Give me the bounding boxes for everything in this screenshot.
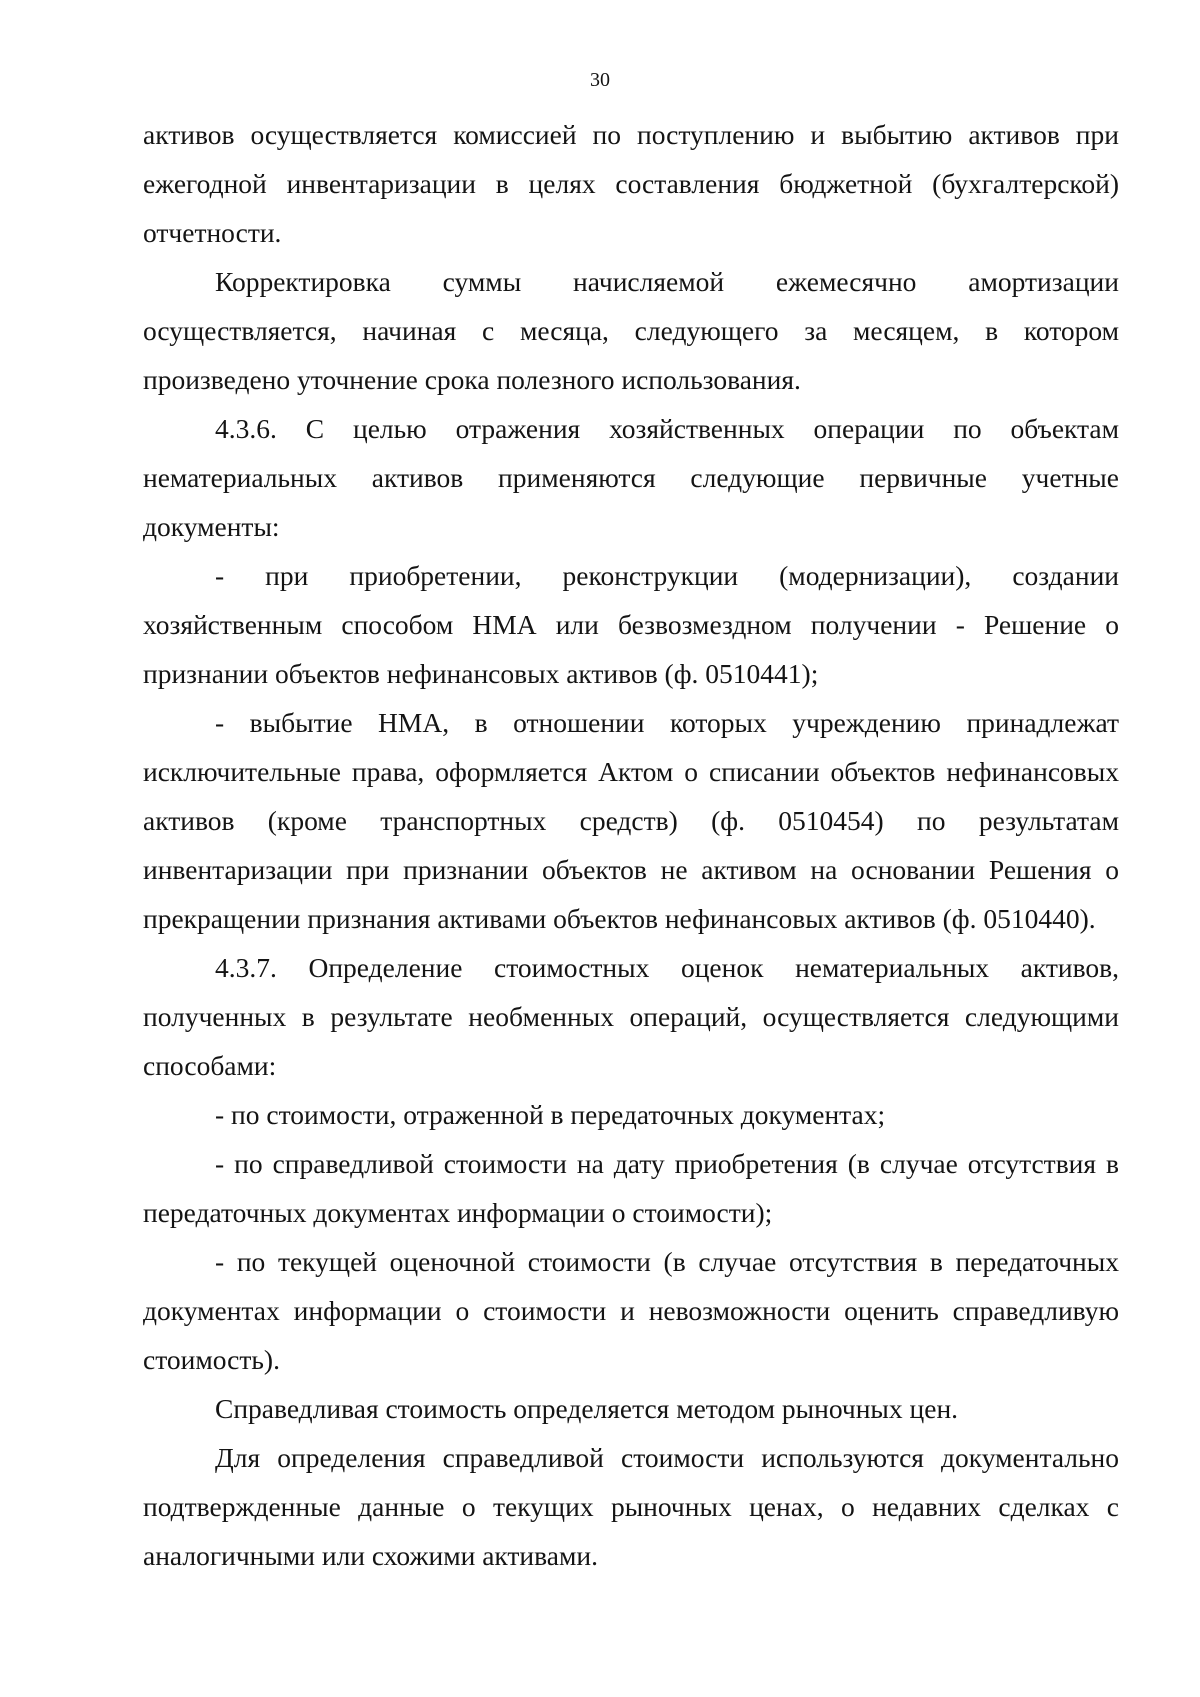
- paragraph-fair-value-sources: Для определения справедливой стоимости используются документально подтвержденные данные о текущих рыночных ценах, о недавних сделках с аналогичными или схожими активами.: [143, 1442, 1119, 1571]
- page-number: 30: [590, 69, 610, 91]
- paragraph-4-3-6: 4.3.6. С целью отражения хозяйственных операции по объектам нематериальных активов применяются следующие первичные учетные документы:: [143, 413, 1119, 542]
- list-item-disposal: - выбытие НМА, в отношении которых учреждению принадлежат исключительные права, оформляется Актом о списании объектов нефинансовых активов (кроме транспортных средств) (ф. 0510454) по результатам инвентаризации при признании объектов не активом на основании Решения о прекращении признания активами объектов нефинансовых активов (ф. 0510440).: [143, 707, 1119, 934]
- paragraph-continuation: активов осуществляется комиссией по поступлению и выбытию активов при ежегодной инвентаризации в целях составления бюджетной (бухгалтерской) отчетности.: [143, 119, 1119, 248]
- list-item-fair-value: - по справедливой стоимости на дату приобретения (в случае отсутствия в передаточных документах информации о стоимости);: [143, 1148, 1119, 1228]
- document-body: [143, 110, 1119, 1580]
- paragraph-market-price-method: Справедливая стоимость определяется методом рыночных цен.: [215, 1393, 959, 1424]
- list-item-acquisition: - при приобретении, реконструкции (модернизации), создании хозяйственным способом НМА или безвозмездном получении - Решение о признании объектов нефинансовых активов (ф. 0510441);: [143, 560, 1119, 689]
- paragraph-4-3-7: 4.3.7. Определение стоимостных оценок нематериальных активов, полученных в результате необменных операций, осуществляется следующими способами:: [143, 952, 1119, 1081]
- list-item-current-estimate: - по текущей оценочной стоимости (в случае отсутствия в передаточных документах информации о стоимости и невозможности оценить справедливую стоимость).: [143, 1246, 1119, 1375]
- list-item-transfer-cost: - по стоимости, отраженной в передаточных документах;: [215, 1099, 886, 1130]
- paragraph-amortization-adjustment: Корректировка суммы начисляемой ежемесячно амортизации осуществляется, начиная с месяца, следующего за месяцем, в котором произведено уточнение срока полезного использования.: [143, 266, 1119, 395]
